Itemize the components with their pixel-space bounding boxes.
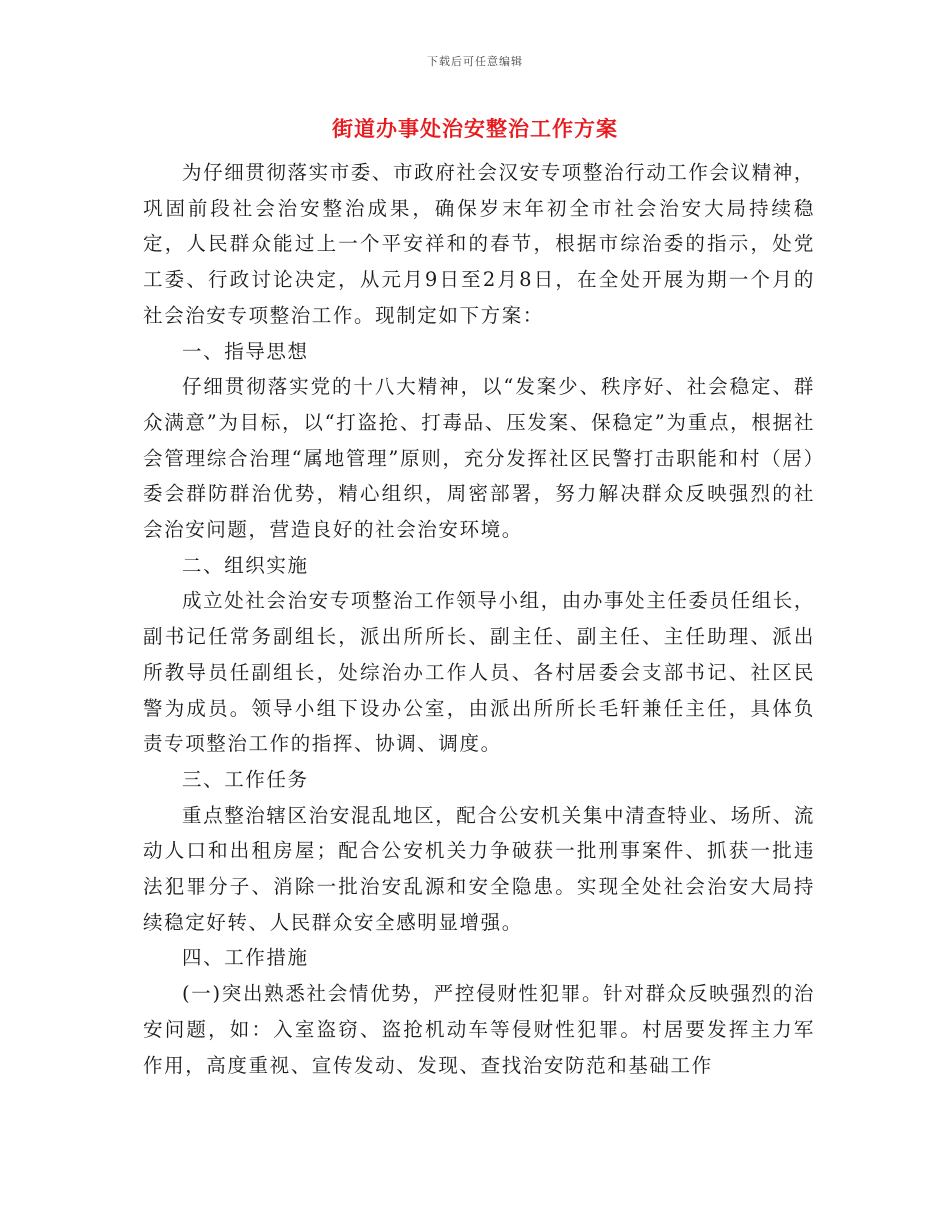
paragraph-intro: 为仔细贯彻落实市委、市政府社会汉安专项整治行动工作会议精神，巩固前段社会治安整治成果，确保岁末年初全市社会治安大局持续稳定，人民群众能过上一个平安祥和的春节，根据市综治委的指示，处党工委、行政讨论决定，从元月9日至2月8日，在全处开展为期一个月的社会治安专项整治工作。现制定如下方案：	[143, 161, 816, 327]
paragraph-guiding-thought: 仔细贯彻落实党的十八大精神，以“发案少、秩序好、社会稳定、群众满意”为目标，以“打盗抢、打毒品、压发案、保稳定”为重点，根据社会管理综合治理“属地管理”原则，充分发挥社区民警打击职能和村（居）委会群防群治优势，精心组织，周密部署，努力解决群众反映强烈的社会治安问题，营造良好的社会治安环境。	[143, 375, 815, 542]
section-heading-measures: 四、工作措施	[182, 946, 309, 970]
document-body	[143, 155, 815, 1083]
section-heading-tasks: 三、工作任务	[182, 767, 309, 791]
document-title: 街道办事处治安整治工作方案	[332, 116, 618, 141]
paragraph-measures-1: (一)突出熟悉社会情优势，严控侵财性犯罪。针对群众反映强烈的治安问题，如：入室盗窃、盗抢机动车等侵财性犯罪。村居要发挥主力军作用，高度重视、宣传发动、发现、查找治安防范和基础工作	[143, 982, 815, 1077]
section-heading-organization: 二、组织实施	[182, 553, 309, 577]
paragraph-organization: 成立处社会治安专项整治工作领导小组，由办事处主任委员任组长，副书记任常务副组长，派出所所长、副主任、副主任、主任助理、派出所教导员任副组长，处综治办工作人员、各村居委会支部书记、社区民警为成员。领导小组下设办公室，由派出所所长毛轩兼任主任，具体负责专项整治工作的指挥、协调、调度。	[143, 589, 816, 756]
page-header-note: 下载后可任意编辑	[427, 55, 523, 68]
paragraph-tasks: 重点整治辖区治安混乱地区，配合公安机关集中清查特业、场所、流动人口和出租房屋；配合公安机关力争破获一批刑事案件、抓获一批违法犯罪分子、消除一批治安乱源和安全隐患。实现全处社会治安大局持续稳定好转、人民群众安全感明显增强。	[143, 803, 816, 934]
section-heading-guiding-thought: 一、指导思想	[182, 339, 309, 363]
